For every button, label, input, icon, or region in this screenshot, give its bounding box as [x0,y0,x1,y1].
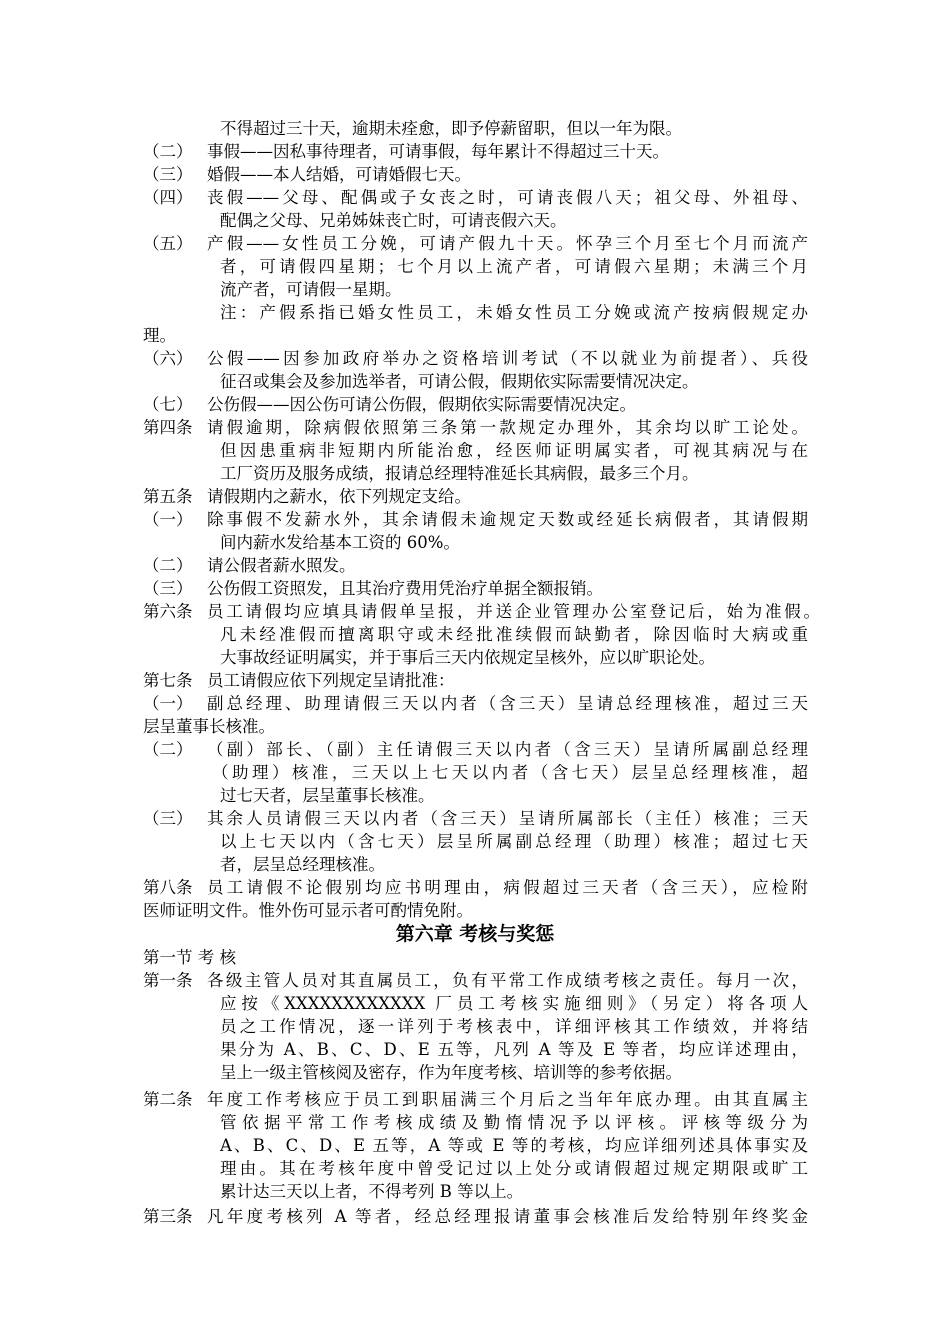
article-number: 第三条 [143,1207,193,1226]
text-line: 请假逾期，除病假依照第三条第一款规定办理外，其余均以旷工论处。 [207,418,808,437]
text-line: 公假——因参加政府举办之资格培训考试（不以就业为前提者）、兵役 [207,349,808,368]
text-line: 流产者，可请假一星期。 [220,280,402,299]
item-number: （六） [143,349,193,368]
text-line: 副总经理、助理请假三天以内者（含三天）呈请总经理核准，超过三天 [207,694,808,713]
item-number: （七） [143,395,193,414]
article-number: 第一条 [143,971,193,990]
text-line: 年度工作考核应于员工到职届满三个月后之当年年底办理。由其直属主 [207,1090,808,1109]
item-number: （三） [143,809,193,828]
article-number: 第七条 [143,671,193,690]
text-line: 但因患重病非短期内所能治愈，经医师证明属实者，可视其病况与在 [220,441,808,460]
text-line: 者，可请假四星期；七个月以上流产者，可请假六星期；未满三个月 [220,257,808,276]
text-line: 事假——因私事待理者，可请事假，每年累计不得超过三十天。 [207,142,669,161]
item-number: （一） [143,510,193,529]
text-line: 层呈董事长核准。 [143,717,275,736]
text-line: 过七天者，层呈董事长核准。 [220,786,435,805]
text-line: 工厂资历及服务成绩，报请总经理特准延长其病假，最多三个月。 [220,464,699,483]
text-line: 理。 [143,326,176,345]
text-line: 婚假——本人结婚，可请婚假七天。 [207,165,471,184]
section-heading: 第一节 考 核 [143,948,236,967]
item-number: （一） [143,694,193,713]
text-line: 凡未经准假而擅离职守或未经批准续假而缺勤者，除因临时大病或重 [220,625,808,644]
item-number: （二） [143,556,193,575]
text-line: 丧假——父母、配偶或子女丧之时，可请丧假八天；祖父母、外祖母、 [207,188,808,207]
item-number: （五） [143,234,193,253]
text-line: 注：产假系指已婚女性员工，未婚女性员工分娩或流产按病假规定办 [220,303,808,322]
text-line: 员工请假均应填具请假单呈报，并送企业管理办公室登记后，始为准假。 [207,602,820,621]
text-line: 配偶之父母、兄弟姊妹丧亡时，可请丧假六天。 [220,211,567,230]
text-line: 理由。其在考核年度中曾受记过以上处分或请假超过规定期限或旷工 [220,1159,808,1178]
item-number: （二） [143,740,193,759]
chapter-title: 第六章 考核与奖惩 [395,923,555,945]
item-number: （三） [143,165,193,184]
text-line: 除事假不发薪水外，其余请假未逾规定天数或经延长病假者，其请假期 [207,510,808,529]
text-line: 医师证明文件。惟外伤可显示者可酌情免附。 [143,901,473,920]
article-number: 第二条 [143,1090,193,1109]
text-line: 请假期内之薪水，依下列规定支给。 [207,487,471,506]
text-line: 征召或集会及参加选举者，可请公假，假期依实际需要情况决定。 [220,372,699,391]
text-line: A、B、C、D、E 五等，A 等或 E 等的考核，均应详细列述具体事实及 [220,1136,808,1155]
text-line: 者，层呈总经理核准。 [220,855,385,874]
text-line: 员之工作情况，逐一详列于考核表中，详细评核其工作绩效，并将结 [220,1017,808,1036]
text-line: 公伤假——因公伤可请公伤假，假期依实际需要情况决定。 [207,395,636,414]
text-line: 应按《XXXXXXXXXXXX 厂员工考核实施细则》（另定）将各项人 [220,994,808,1013]
text-line: 管依据平常工作考核成绩及勤惰情况予以评核。评核等级分为 [220,1113,808,1132]
article-number: 第六条 [143,602,193,621]
text-line: 请公假者薪水照发。 [207,556,356,575]
article-number: 第八条 [143,878,193,897]
text-line: 大事故经证明属实，并于事后三天内依规定呈核外，应以旷职论处。 [220,648,715,667]
text-line: 各级主管人员对其直属员工，负有平常工作成绩考核之责任。每月一次， [207,971,808,990]
item-number: （四） [143,188,193,207]
text-line: 间内薪水发给基本工资的 60%。 [220,533,460,552]
text-line: 不得超过三十天，逾期未痊愈，即予停薪留职，但以一年为限。 [220,119,682,138]
text-line: 员工请假不论假别均应书明理由，病假超过三天者（含三天），应检附 [207,878,808,897]
item-number: （二） [143,142,193,161]
text-line: 累计达三天以上者，不得考列 B 等以上。 [220,1182,524,1201]
text-line: 公伤假工资照发，且其治疗费用凭治疗单据全额报销。 [207,579,603,598]
text-line: 其余人员请假三天以内者（含三天）呈请所属部长（主任）核准；三天 [207,809,808,828]
article-number: 第四条 [143,418,193,437]
text-line: （副）部长、（副）主任请假三天以内者（含三天）呈请所属副总经理 [207,740,808,759]
text-line: 凡年度考核列 A 等者，经总经理报请董事会核准后发给特别年终奖金 [207,1207,808,1226]
text-line: 员工请假应依下列规定呈请批准： [207,671,455,690]
text-line: 呈上一级主管核阅及密存，作为年度考核、培训等的参考依据。 [220,1063,682,1082]
text-line: （助理）核准，三天以上七天以内者（含七天）层呈总经理核准，超 [212,763,808,782]
text-line: 以上七天以内（含七天）层呈所属副总经理（助理）核准；超过七天 [220,832,808,851]
text-line: 果分为 A、B、C、D、E 五等，凡列 A 等及 E 等者，均应详述理由， [220,1040,808,1059]
article-number: 第五条 [143,487,193,506]
text-line: 产假——女性员工分娩，可请产假九十天。怀孕三个月至七个月而流产 [207,234,808,253]
item-number: （三） [143,579,193,598]
